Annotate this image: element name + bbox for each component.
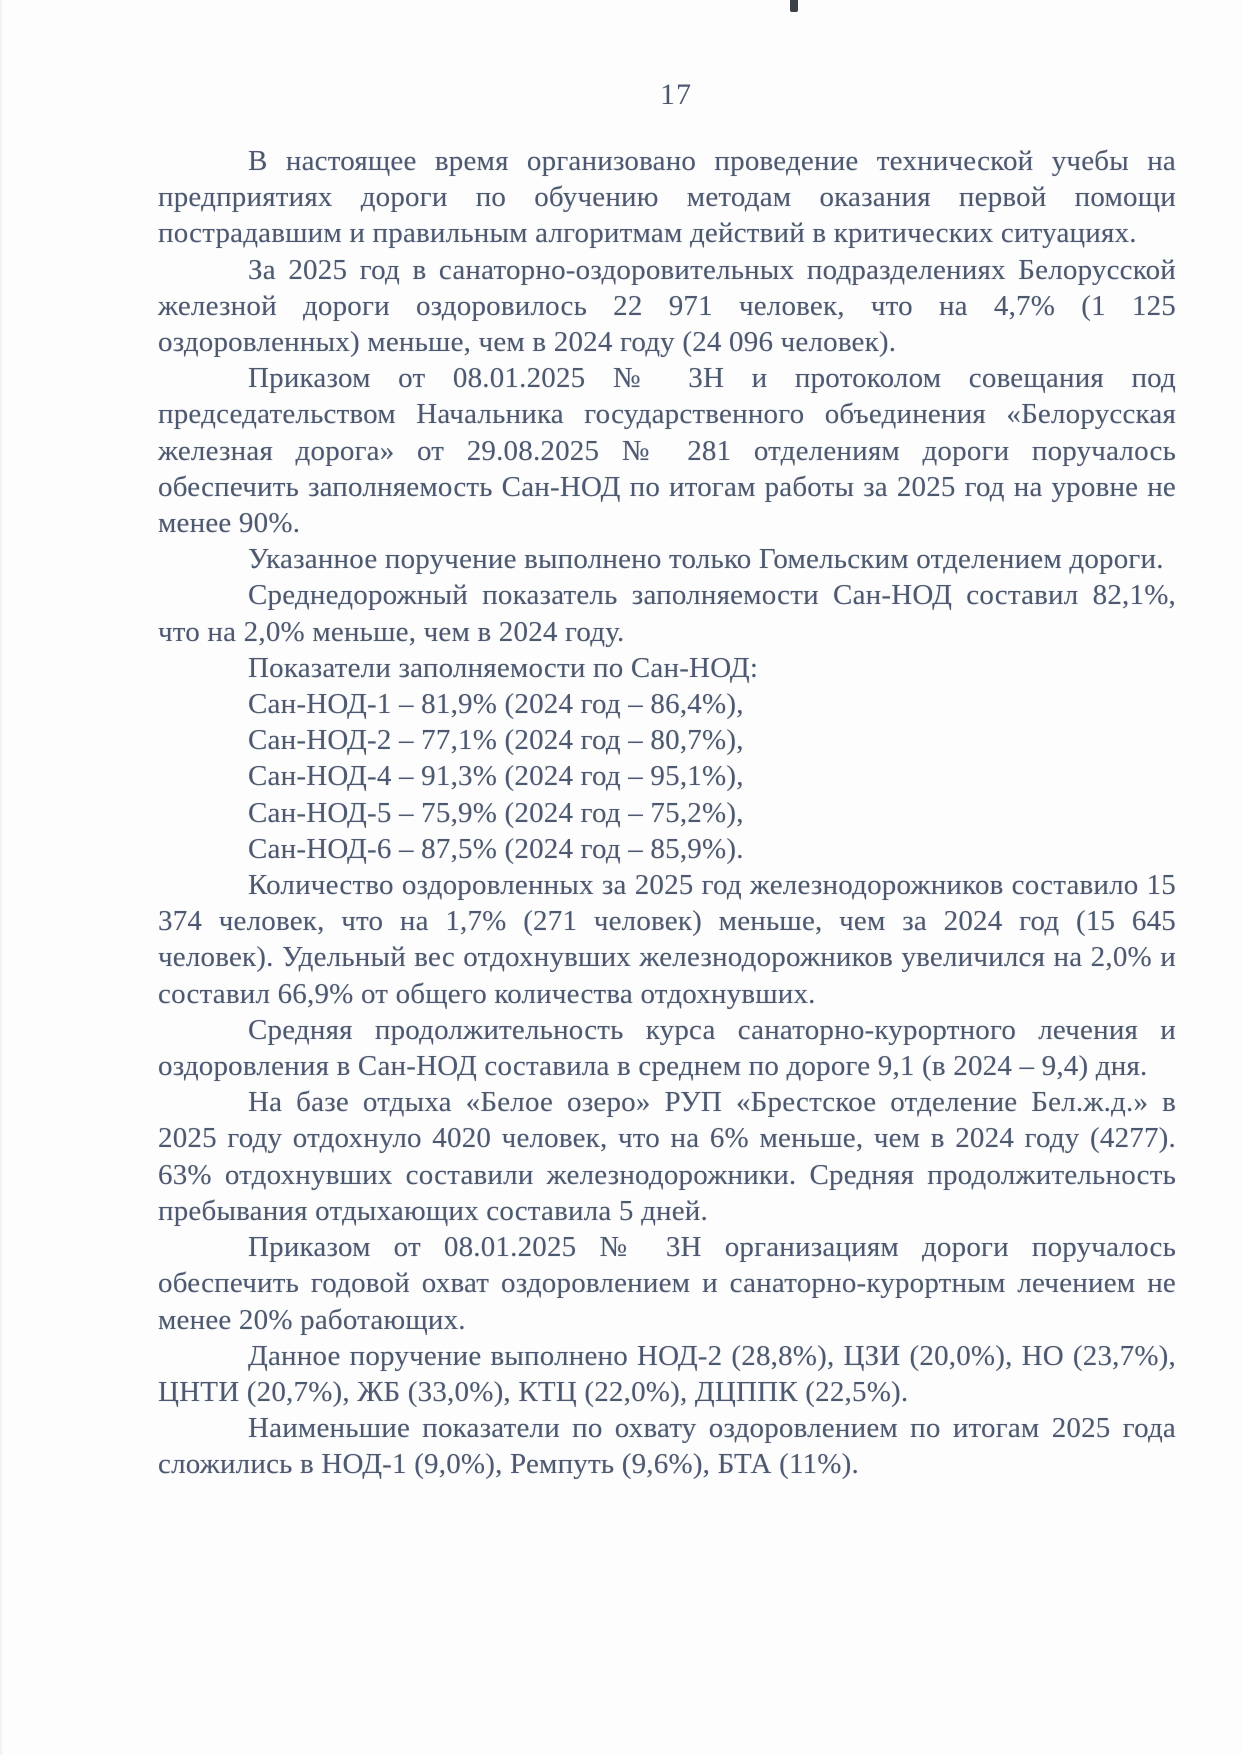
paragraph: Приказом от 08.01.2025 № 3Н и протоколом совещания под председательством Начальника государственного объединения «Белорусская железная дорога» от 29.08.2025 № 281 отделениям дороги поручалось обеспечить заполняемость Сан-НОД по итогам работы за 2025 год на уровне не менее 90%. <box>158 362 1176 540</box>
scan-top-artifact <box>790 0 798 12</box>
document-body <box>158 143 1176 1483</box>
paragraph: На базе отдыха «Белое озеро» РУП «Брестское отделение Бел.ж.д.» в 2025 году отдохнуло 4020 человек, что на 6% меньше, чем в 2024 году (4277). 63% отдохнувших составили железнодорожники. Средняя продолжительность пребывания отдыхающих составила 5 дней. <box>158 1086 1176 1227</box>
list-item: Сан-НОД-5 – 75,9% (2024 год – 75,2%), <box>248 796 744 829</box>
scan-edge-artifact <box>0 0 3 1755</box>
paragraph: Количество оздоровленных за 2025 год железнодорожников составило 15 374 человек, что на 1,7% (271 человек) меньше, чем за 2024 год (15 645 человек). Удельный вес отдохнувших железнодорожников увеличился на 2,0% и составил 66,9% от общего количества отдохнувших. <box>158 869 1176 1010</box>
paragraph: Средняя продолжительность курса санаторно-курортного лечения и оздоровления в Сан-НОД составила в среднем по дороге 9,1 (в 2024 – 9,4) дня. <box>158 1013 1176 1083</box>
page-number: 17 <box>660 78 692 111</box>
list-item: Сан-НОД-1 – 81,9% (2024 год – 86,4%), <box>248 688 744 721</box>
list-item: Сан-НОД-4 – 91,3% (2024 год – 95,1%), <box>248 760 744 793</box>
list-item: Сан-НОД-6 – 87,5% (2024 год – 85,9%). <box>248 832 744 865</box>
paragraph: Приказом от 08.01.2025 № 3Н организациям дороги поручалось обеспечить годовой охват оздоровлением и санаторно-курортным лечением не менее 20% работающих. <box>158 1231 1176 1336</box>
paragraph: Наименьшие показатели по охвату оздоровлением по итогам 2025 года сложились в НОД-1 (9,0%), Ремпуть (9,6%), БТА (11%). <box>158 1412 1176 1481</box>
paragraph: Среднедорожный показатель заполняемости Сан-НОД составил 82,1%, что на 2,0% меньше, чем в 2024 году. <box>158 579 1176 648</box>
paragraph: Указанное поручение выполнено только Гомельским отделением дороги. <box>248 543 1164 576</box>
paragraph: В настоящее время организовано проведение технической учебы на предприятиях дороги по обучению методам оказания первой помощи пострадавшим и правильным алгоритмам действий в критических ситуациях. <box>158 145 1176 250</box>
list-item: Сан-НОД-2 – 77,1% (2024 год – 80,7%), <box>248 724 744 757</box>
paragraph: Показатели заполняемости по Сан-НОД: <box>248 651 759 684</box>
paragraph: За 2025 год в санаторно-оздоровительных подразделениях Белорусской железной дороги оздоровилось 22 971 человек, что на 4,7% (1 125 оздоровленных) меньше, чем в 2024 году (24 096 человек). <box>158 253 1176 359</box>
paragraph: Данное поручение выполнено НОД-2 (28,8%), ЦЗИ (20,0%), НО (23,7%), ЦНТИ (20,7%), ЖБ (33,0%), КТЦ (22,0%), ДЦППК (22,5%). <box>158 1339 1176 1408</box>
